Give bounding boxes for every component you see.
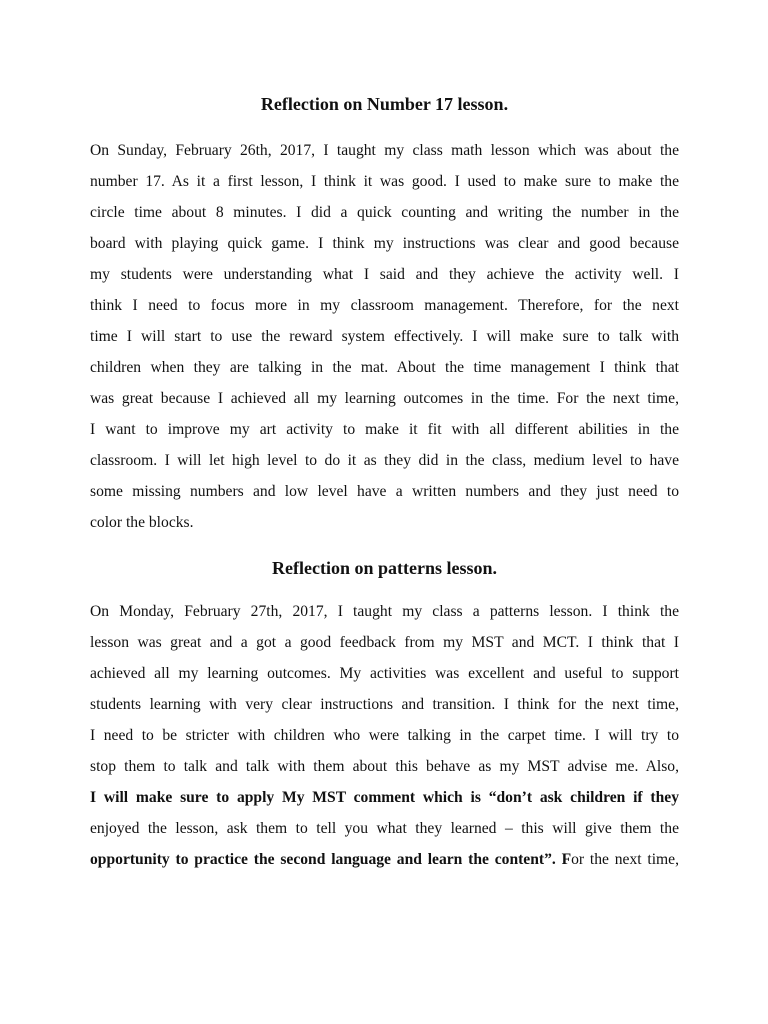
paragraph-line-mixed: [90, 844, 679, 875]
paragraph-line: number 17. As it a first lesson, I think it was good. I used to make sure to make the: [90, 173, 679, 190]
paragraph-line: board with playing quick game. I think my instructions was clear and good because: [90, 235, 679, 252]
paragraph-line: my students were understanding what I said and they achieve the activity well. I: [90, 266, 679, 283]
section-1-title: Reflection on Number 17 lesson.: [260, 94, 509, 114]
paragraph-line: was great because I achieved all my learning outcomes in the time. For the next time,: [90, 390, 679, 407]
paragraph-line: I want to improve my art activity to make it fit with all different abilities in the: [90, 421, 679, 438]
paragraph-line: children when they are talking in the mat. About the time management I think that: [90, 359, 679, 376]
paragraph-line: lesson was great and a got a good feedback from my MST and MCT. I think that I: [90, 634, 679, 651]
bold-quote-end: opportunity to practice the second language and learn the content”. F: [90, 851, 572, 868]
paragraph-line: On Sunday, February 26th, 2017, I taught my class math lesson which was about the: [90, 142, 679, 159]
paragraph-line: I need to be stricter with children who were talking in the carpet time. I will try to: [90, 727, 679, 744]
paragraph-line: achieved all my learning outcomes. My activities was excellent and useful to support: [90, 665, 679, 682]
paragraph-line: classroom. I will let high level to do it as they did in the class, medium level to have: [90, 452, 679, 469]
section-1-paragraph: [90, 135, 679, 538]
paragraph-line: time I will start to use the reward system effectively. I will make sure to talk with: [90, 328, 679, 345]
paragraph-line-rest: or the next time,: [571, 851, 679, 868]
section-2-paragraph: [90, 596, 679, 875]
paragraph-line: stop them to talk and talk with them about this behave as my MST advise me. Also,: [90, 758, 679, 775]
paragraph-line: some missing numbers and low level have a written numbers and they just need to: [90, 483, 679, 500]
paragraph-line: color the blocks.: [90, 514, 194, 531]
paragraph-line: circle time about 8 minutes. I did a quick counting and writing the number in the: [90, 204, 679, 221]
paragraph-line: enjoyed the lesson, ask them to tell you what they learned – this will give them the: [90, 820, 679, 837]
paragraph-line: On Monday, February 27th, 2017, I taught my class a patterns lesson. I think the: [90, 603, 679, 620]
paragraph-line: students learning with very clear instructions and transition. I think for the next time,: [90, 696, 679, 713]
bold-quote-line: I will make sure to apply My MST comment which is “don’t ask children if they: [90, 789, 679, 806]
paragraph-line: think I need to focus more in my classroom management. Therefore, for the next: [90, 297, 679, 314]
section-2-title: Reflection on patterns lesson.: [272, 558, 497, 578]
